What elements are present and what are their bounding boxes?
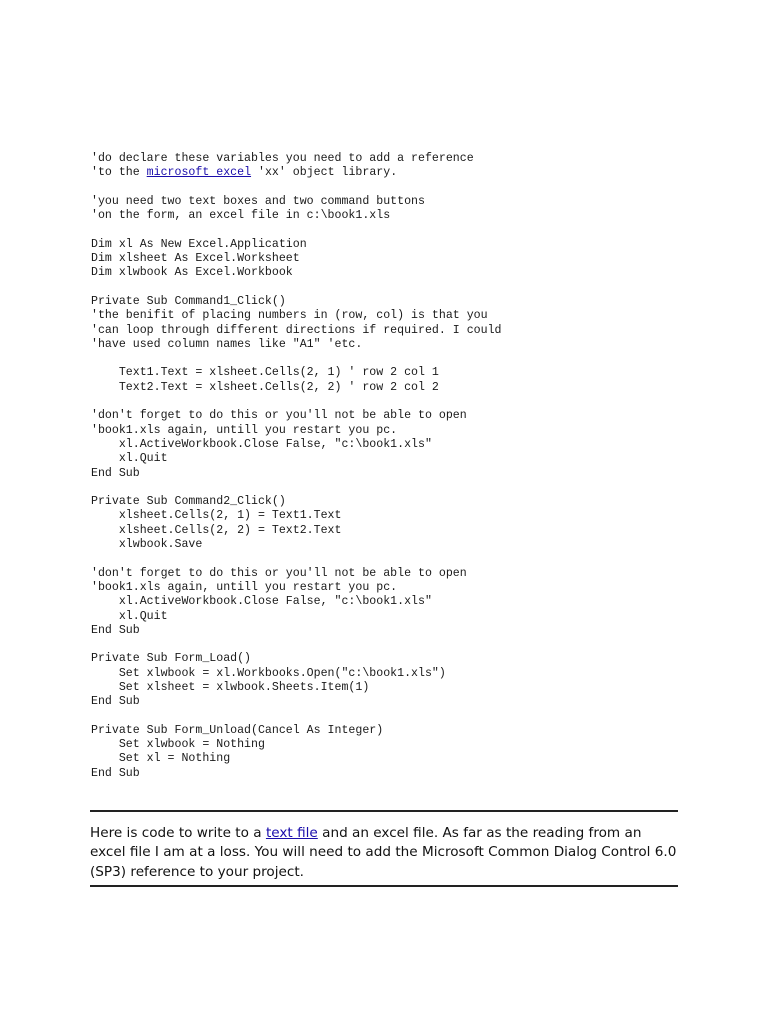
code-blank-line: [91, 281, 691, 295]
code-text: 'don't forget to do this or you'll not be able to open: [91, 409, 467, 423]
code-blank-line: [91, 395, 691, 409]
code-line: [91, 610, 691, 624]
code-line: [91, 624, 691, 638]
code-text: Private Sub Command2_Click(): [91, 495, 286, 509]
code-text: End Sub: [91, 623, 140, 637]
code-line: [91, 238, 691, 252]
code-text: 'book1.xls again, untill you restart you pc.: [91, 580, 398, 594]
code-line: [91, 695, 691, 709]
code-text: Set xlsheet = xlwbook.Sheets.Item(1): [91, 680, 370, 694]
code-line: [91, 324, 691, 338]
code-line: [91, 767, 691, 781]
code-text: Dim xlsheet As Excel.Worksheet: [91, 252, 300, 266]
code-line: [91, 681, 691, 695]
code-text: xl.Quit: [91, 609, 168, 623]
code-line: [91, 524, 691, 538]
code-text: 'have used column names like "A1" 'etc.: [91, 337, 363, 351]
code-text: End Sub: [91, 466, 140, 480]
code-text: 'on the form, an excel file in c:\book1.xls: [91, 209, 391, 223]
code-line: [91, 152, 691, 166]
text-file-link[interactable]: text file: [265, 824, 318, 841]
code-line: [91, 166, 691, 180]
code-text: xlwbook.Save: [91, 538, 203, 552]
code-line: [91, 738, 691, 752]
code-text: xl.ActiveWorkbook.Close False, "c:\book1.xls": [91, 437, 432, 451]
code-text: 'do declare these variables you need to add a reference: [91, 152, 474, 165]
code-text: Text1.Text = xlsheet.Cells(2, 1) ' row 2 col 1: [91, 366, 439, 380]
code-text: 'you need two text boxes and two command buttons: [91, 194, 425, 208]
code-blank-line: [91, 181, 691, 195]
code-text: Dim xl As New Excel.Application: [91, 237, 307, 251]
code-text: 'xx' object library.: [251, 166, 398, 180]
code-text: Private Sub Command1_Click(): [91, 294, 286, 308]
code-text: xl.ActiveWorkbook.Close False, "c:\book1.xls": [91, 595, 432, 609]
code-line: [91, 209, 691, 223]
code-text: End Sub: [91, 695, 140, 709]
code-line: [91, 509, 691, 523]
code-text: Dim xlwbook As Excel.Workbook: [91, 266, 293, 280]
code-line: [91, 667, 691, 681]
code-line: [91, 381, 691, 395]
code-line: [91, 309, 691, 323]
code-text: 'to the: [91, 166, 147, 180]
code-text: Set xlwbook = Nothing: [91, 738, 265, 752]
code-text: 'book1.xls again, untill you restart you pc.: [91, 423, 398, 437]
code-text: xlsheet.Cells(2, 2) = Text2.Text: [91, 523, 342, 537]
code-listing: [91, 152, 691, 781]
code-text: 'can loop through different directions if required. I could: [91, 323, 502, 337]
code-line: [91, 652, 691, 666]
code-text: xl.Quit: [91, 452, 168, 466]
code-line: [91, 438, 691, 452]
code-text: Private Sub Form_Load(): [91, 652, 252, 666]
code-text: xlsheet.Cells(2, 1) = Text1.Text: [91, 509, 342, 523]
code-blank-line: [91, 352, 691, 366]
answer-paragraph: [90, 824, 680, 883]
code-text: 'don't forget to do this or you'll not be able to open: [91, 566, 467, 580]
code-line: [91, 266, 691, 280]
code-blank-line: [91, 710, 691, 724]
horizontal-rule-bottom: [90, 885, 678, 887]
code-line: [91, 567, 691, 581]
code-text: Private Sub Form_Unload(Cancel As Integer): [91, 723, 384, 737]
code-line: [91, 495, 691, 509]
horizontal-rule-top: [90, 810, 678, 812]
code-blank-line: [91, 223, 691, 237]
code-line: [91, 724, 691, 738]
code-line: [91, 295, 691, 309]
code-line: [91, 338, 691, 352]
code-line: [91, 366, 691, 380]
code-line: [91, 452, 691, 466]
code-text: 'the benifit of placing numbers in (row, col) is that you: [91, 309, 488, 323]
microsoft-excel-link[interactable]: microsoft excel: [146, 166, 252, 180]
code-text: Text2.Text = xlsheet.Cells(2, 2) ' row 2 col 2: [91, 380, 439, 394]
code-blank-line: [91, 552, 691, 566]
code-line: [91, 252, 691, 266]
code-text: Set xl = Nothing: [91, 752, 231, 766]
code-text: End Sub: [91, 766, 140, 780]
code-line: [91, 195, 691, 209]
code-blank-line: [91, 481, 691, 495]
code-line: [91, 581, 691, 595]
code-line: [91, 424, 691, 438]
code-line: [91, 595, 691, 609]
code-blank-line: [91, 638, 691, 652]
code-text: Set xlwbook = xl.Workbooks.Open("c:\book1.xls"): [91, 666, 446, 680]
answer-text-before-link: Here is code to write to a: [90, 824, 266, 841]
answer-text-after-link: and an excel file. As far as the reading from an excel file I am at a loss. You will need to add the Microsoft Common Dialog Control 6.0 (SP3) reference to your project.: [90, 824, 677, 880]
code-line: [91, 538, 691, 552]
code-line: [91, 409, 691, 423]
code-line: [91, 752, 691, 766]
code-line: [91, 467, 691, 481]
